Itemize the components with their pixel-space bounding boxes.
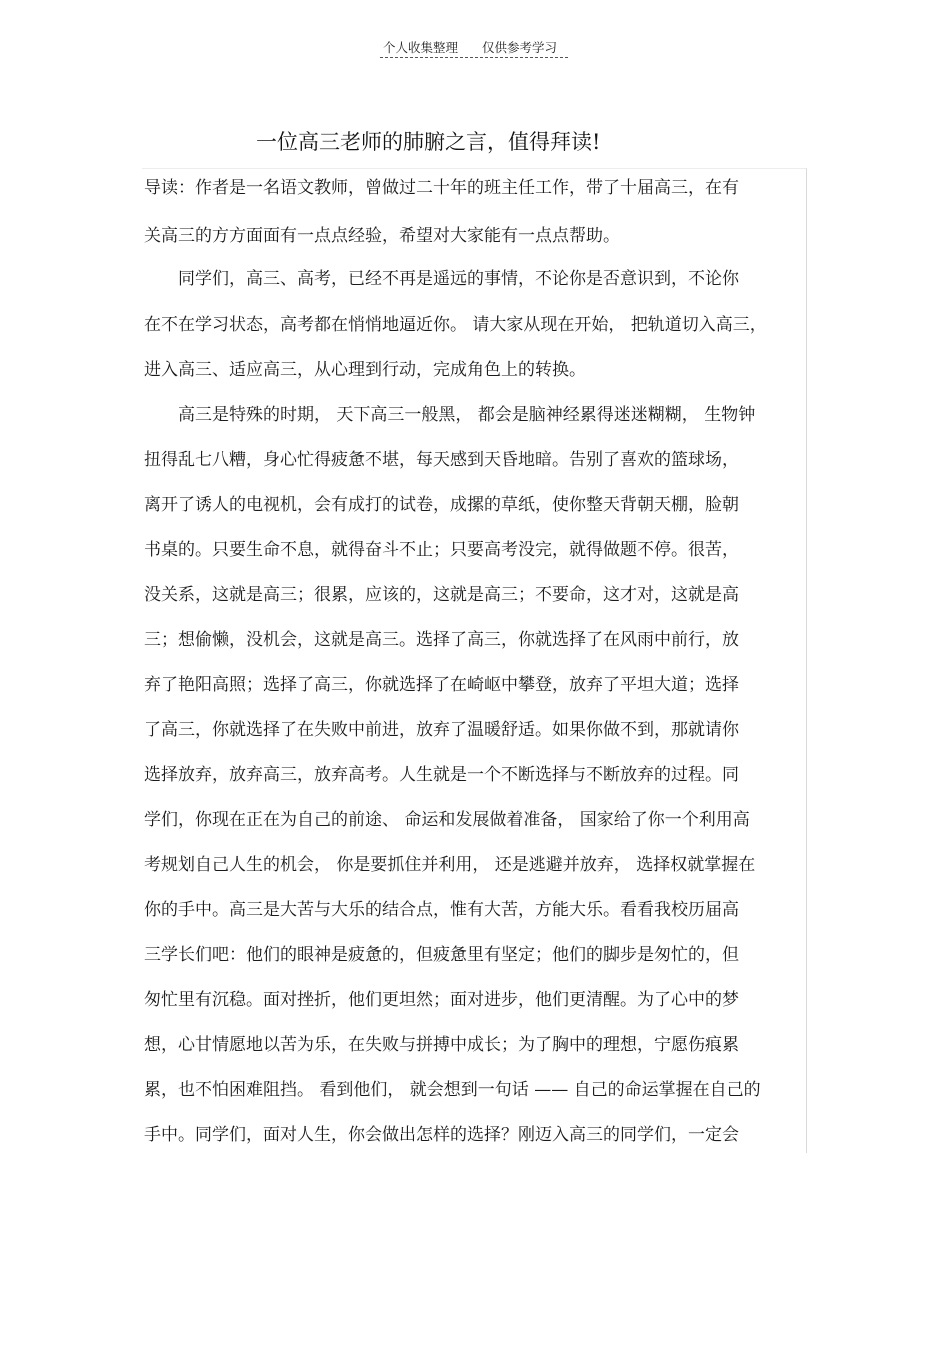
body-line: 你的手中。高三是大苦与大乐的结合点，惟有大苦，方能大乐。看看我校历届高 bbox=[144, 900, 739, 920]
body-line: 扭得乱七八糟，身心忙得疲惫不堪，每天感到天昏地暗。告别了喜欢的篮球场， bbox=[144, 450, 739, 470]
article-title: 一位高三老师的肺腑之言，值得拜读! bbox=[256, 130, 601, 154]
body-line: 三学长们吧：他们的眼神是疲惫的，但疲惫里有坚定；他们的脚步是匆忙的，但 bbox=[144, 945, 739, 965]
body-line: 手中。同学们，面对人生，你会做出怎样的选择？刚迈入高三的同学们，一定会 bbox=[144, 1125, 739, 1145]
body-line: 了高三，你就选择了在失败中前进，放弃了温暖舒适。如果你做不到，那就请你 bbox=[144, 720, 739, 740]
body-line: 累，也不怕困难阻挡。 看到他们， 就会想到一句话 —— 自己的命运掌握在自己的 bbox=[144, 1080, 761, 1100]
body-line: 学们，你现在正在为自己的前途、 命运和发展做着准备， 国家给了你一个利用高 bbox=[144, 810, 750, 830]
body-line: 进入高三、适应高三，从心理到行动，完成角色上的转换。 bbox=[144, 360, 586, 380]
body-line: 选择放弃，放弃高三，放弃高考。人生就是一个不断选择与不断放弃的过程。同 bbox=[144, 765, 739, 785]
body-line: 书桌的。只要生命不息，就得奋斗不止；只要高考没完，就得做题不停。很苦， bbox=[144, 540, 739, 560]
body-line: 关高三的方方面面有一点点经验，希望对大家能有一点点帮助。 bbox=[144, 226, 620, 246]
page-header bbox=[380, 38, 570, 60]
body-line: 同学们，高三、高考，已经不再是遥远的事情，不论你是否意识到，不论你 bbox=[144, 269, 739, 289]
body-line: 三；想偷懒，没机会，这就是高三。选择了高三，你就选择了在风雨中前行，放 bbox=[144, 630, 739, 650]
body-line: 导读：作者是一名语文教师，曾做过二十年的班主任工作，带了十届高三，在有 bbox=[144, 178, 739, 198]
body-line: 想，心甘情愿地以苦为乐，在失败与拼搏中成长；为了胸中的理想，宁愿伤痕累 bbox=[144, 1035, 739, 1055]
body-line: 高三是特殊的时期， 天下高三一般黑， 都会是脑神经累得迷迷糊糊， 生物钟 bbox=[144, 405, 756, 425]
header-left-text: 个人收集整理 bbox=[383, 40, 459, 55]
header-right-text: 仅供参考学习 bbox=[482, 40, 558, 55]
body-line: 考规划自己人生的机会， 你是要抓住并利用， 还是逃避并放弃， 选择权就掌握在 bbox=[144, 855, 756, 875]
body-line: 弃了艳阳高照；选择了高三，你就选择了在崎岖中攀登，放弃了平坦大道；选择 bbox=[144, 675, 739, 695]
header-dashed-underline bbox=[380, 57, 568, 58]
body-line: 在不在学习状态，高考都在悄悄地逼近你。 请大家从现在开始， 把轨道切入高三， bbox=[144, 315, 767, 335]
body-line: 离开了诱人的电视机，会有成打的试卷，成摞的草纸，使你整天背朝天棚，脸朝 bbox=[144, 495, 739, 515]
body-line: 匆忙里有沉稳。面对挫折，他们更坦然；面对进步，他们更清醒。为了心中的梦 bbox=[144, 990, 739, 1010]
body-line: 没关系，这就是高三；很累，应该的，这就是高三；不要命，这才对，这就是高 bbox=[144, 585, 739, 605]
article-body bbox=[142, 168, 807, 1153]
